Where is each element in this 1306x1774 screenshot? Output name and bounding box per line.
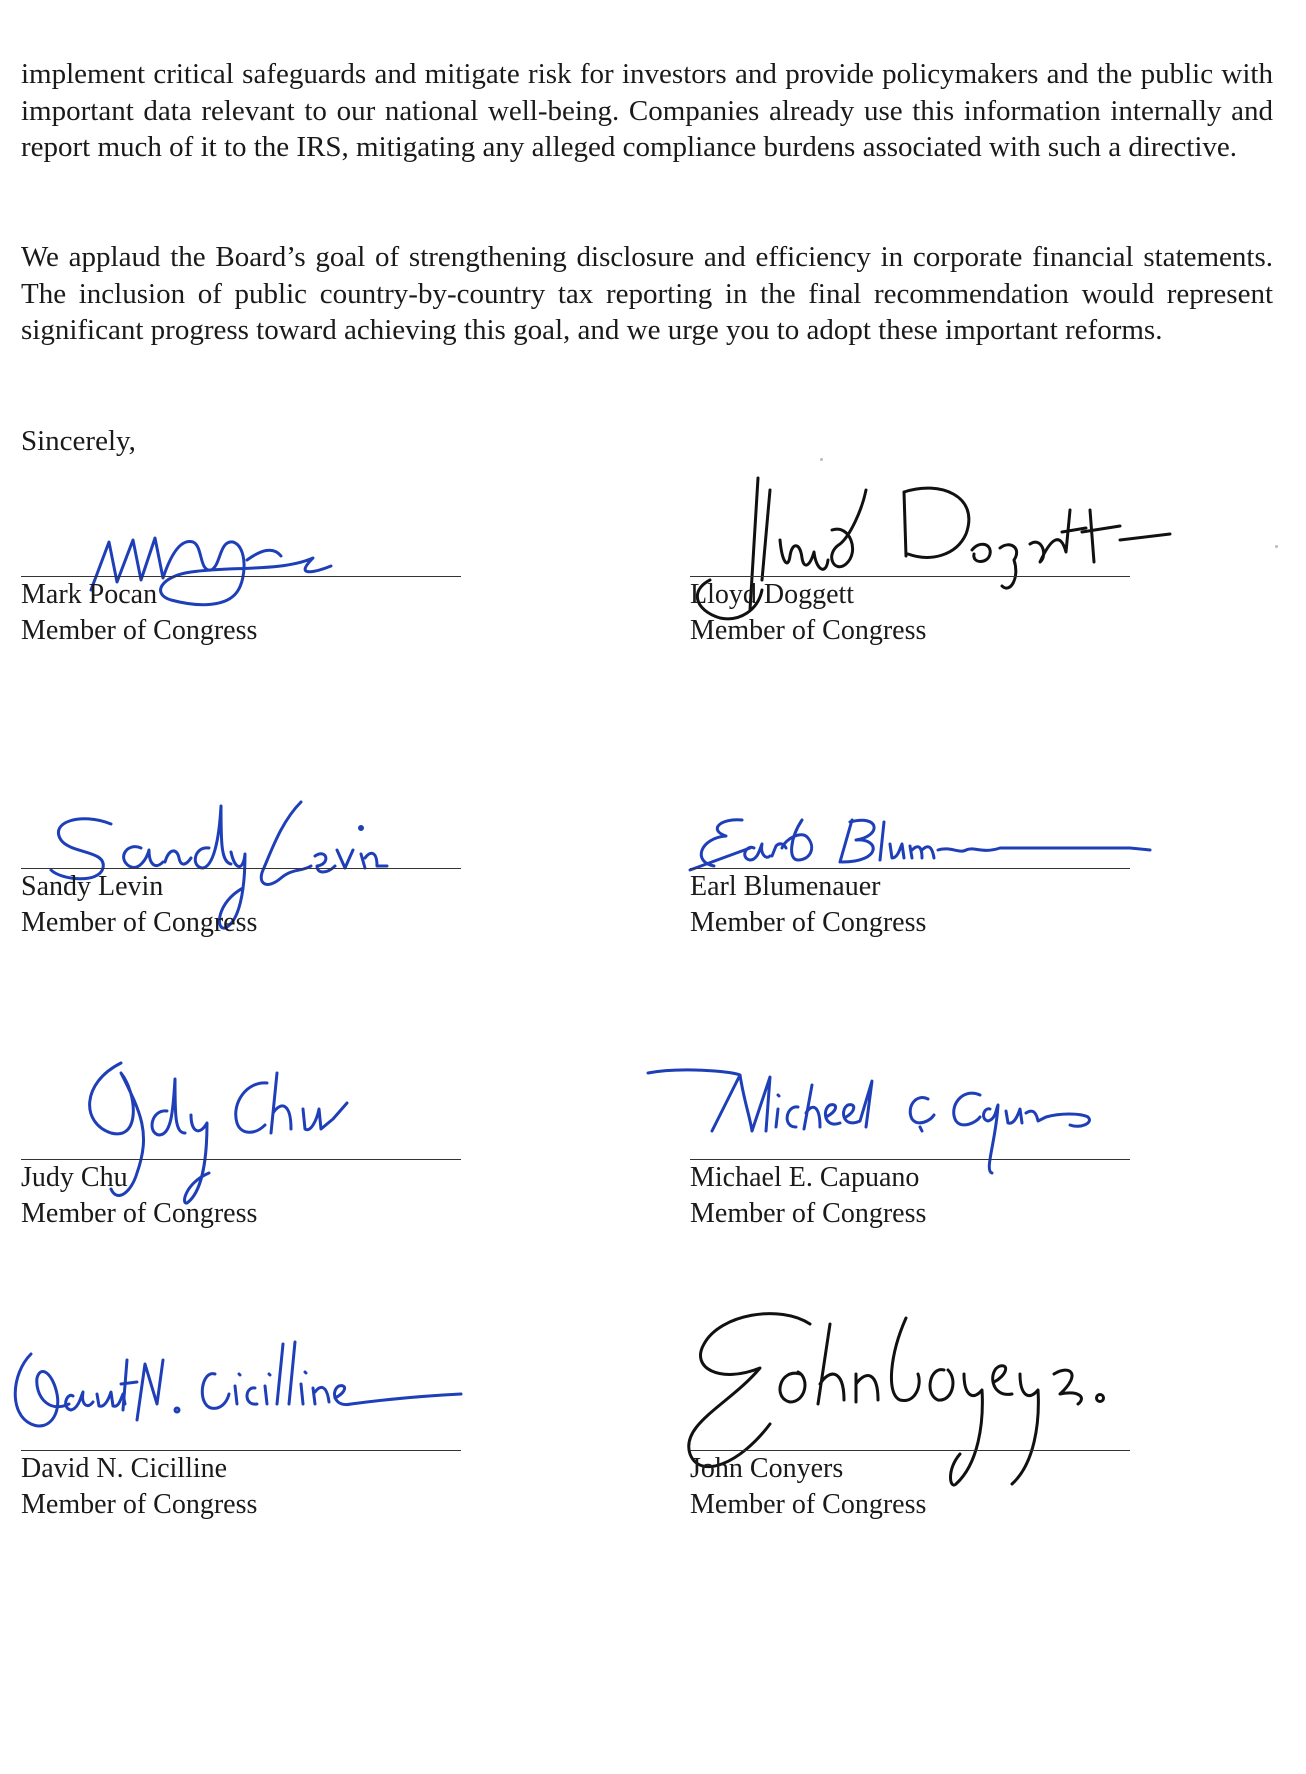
signature-block-conyers bbox=[690, 1394, 1150, 1574]
signature-line bbox=[690, 868, 1130, 869]
signatory-name: Lloyd Doggett bbox=[690, 579, 855, 610]
signature-block-levin bbox=[21, 812, 481, 992]
signature-line bbox=[690, 576, 1130, 577]
signature-line bbox=[21, 1159, 461, 1160]
signature-block-pocan bbox=[21, 520, 481, 700]
signatory-title: Member of Congress bbox=[690, 615, 927, 646]
signatory-title: Member of Congress bbox=[690, 907, 927, 938]
signature-cicilline bbox=[1, 1324, 521, 1464]
signatory-name: Earl Blumenauer bbox=[690, 871, 881, 902]
signature-line bbox=[690, 1450, 1130, 1451]
signatory-title: Member of Congress bbox=[690, 1198, 927, 1229]
signature-line bbox=[21, 868, 461, 869]
signature-block-doggett bbox=[690, 520, 1150, 700]
signature-block-cicilline bbox=[21, 1394, 481, 1574]
scan-speck bbox=[820, 458, 823, 461]
closing-salutation: Sincerely, bbox=[21, 425, 136, 457]
signature-block-blumenauer bbox=[690, 812, 1150, 992]
signatory-title: Member of Congress bbox=[21, 615, 258, 646]
signatory-name: Judy Chu bbox=[21, 1162, 128, 1193]
signatory-title: Member of Congress bbox=[21, 907, 258, 938]
signatory-title: Member of Congress bbox=[21, 1489, 258, 1520]
signatory-name: Sandy Levin bbox=[21, 871, 164, 902]
signature-line bbox=[690, 1159, 1130, 1160]
signature-line bbox=[21, 576, 461, 577]
signatory-name: John Conyers bbox=[690, 1453, 844, 1484]
signatory-name: Mark Pocan bbox=[21, 579, 158, 610]
signatory-title: Member of Congress bbox=[21, 1198, 258, 1229]
signatory-name: David N. Cicilline bbox=[21, 1453, 228, 1484]
signature-line bbox=[21, 1450, 461, 1451]
body-paragraph-1: implement critical safeguards and mitigate risk for investors and provide policymakers and the public with important data relevant to our national well-being. Companies already use this information internally and report much of it to the IRS, mitigating any alleged compliance burdens associated with such a directive. bbox=[21, 58, 1273, 163]
signature-block-capuano bbox=[690, 1103, 1150, 1283]
signatory-name: Michael E. Capuano bbox=[690, 1162, 920, 1193]
scan-speck bbox=[1275, 545, 1278, 548]
signatory-title: Member of Congress bbox=[690, 1489, 927, 1520]
body-paragraph-2: We applaud the Board’s goal of strengthening disclosure and efficiency in corporate financial statements. The inclusion of public country-by-country tax reporting in the final recommendation would represent significant progress toward achieving this goal, and we urge you to adopt these important reforms. bbox=[21, 241, 1273, 346]
signature-block-chu bbox=[21, 1103, 481, 1283]
